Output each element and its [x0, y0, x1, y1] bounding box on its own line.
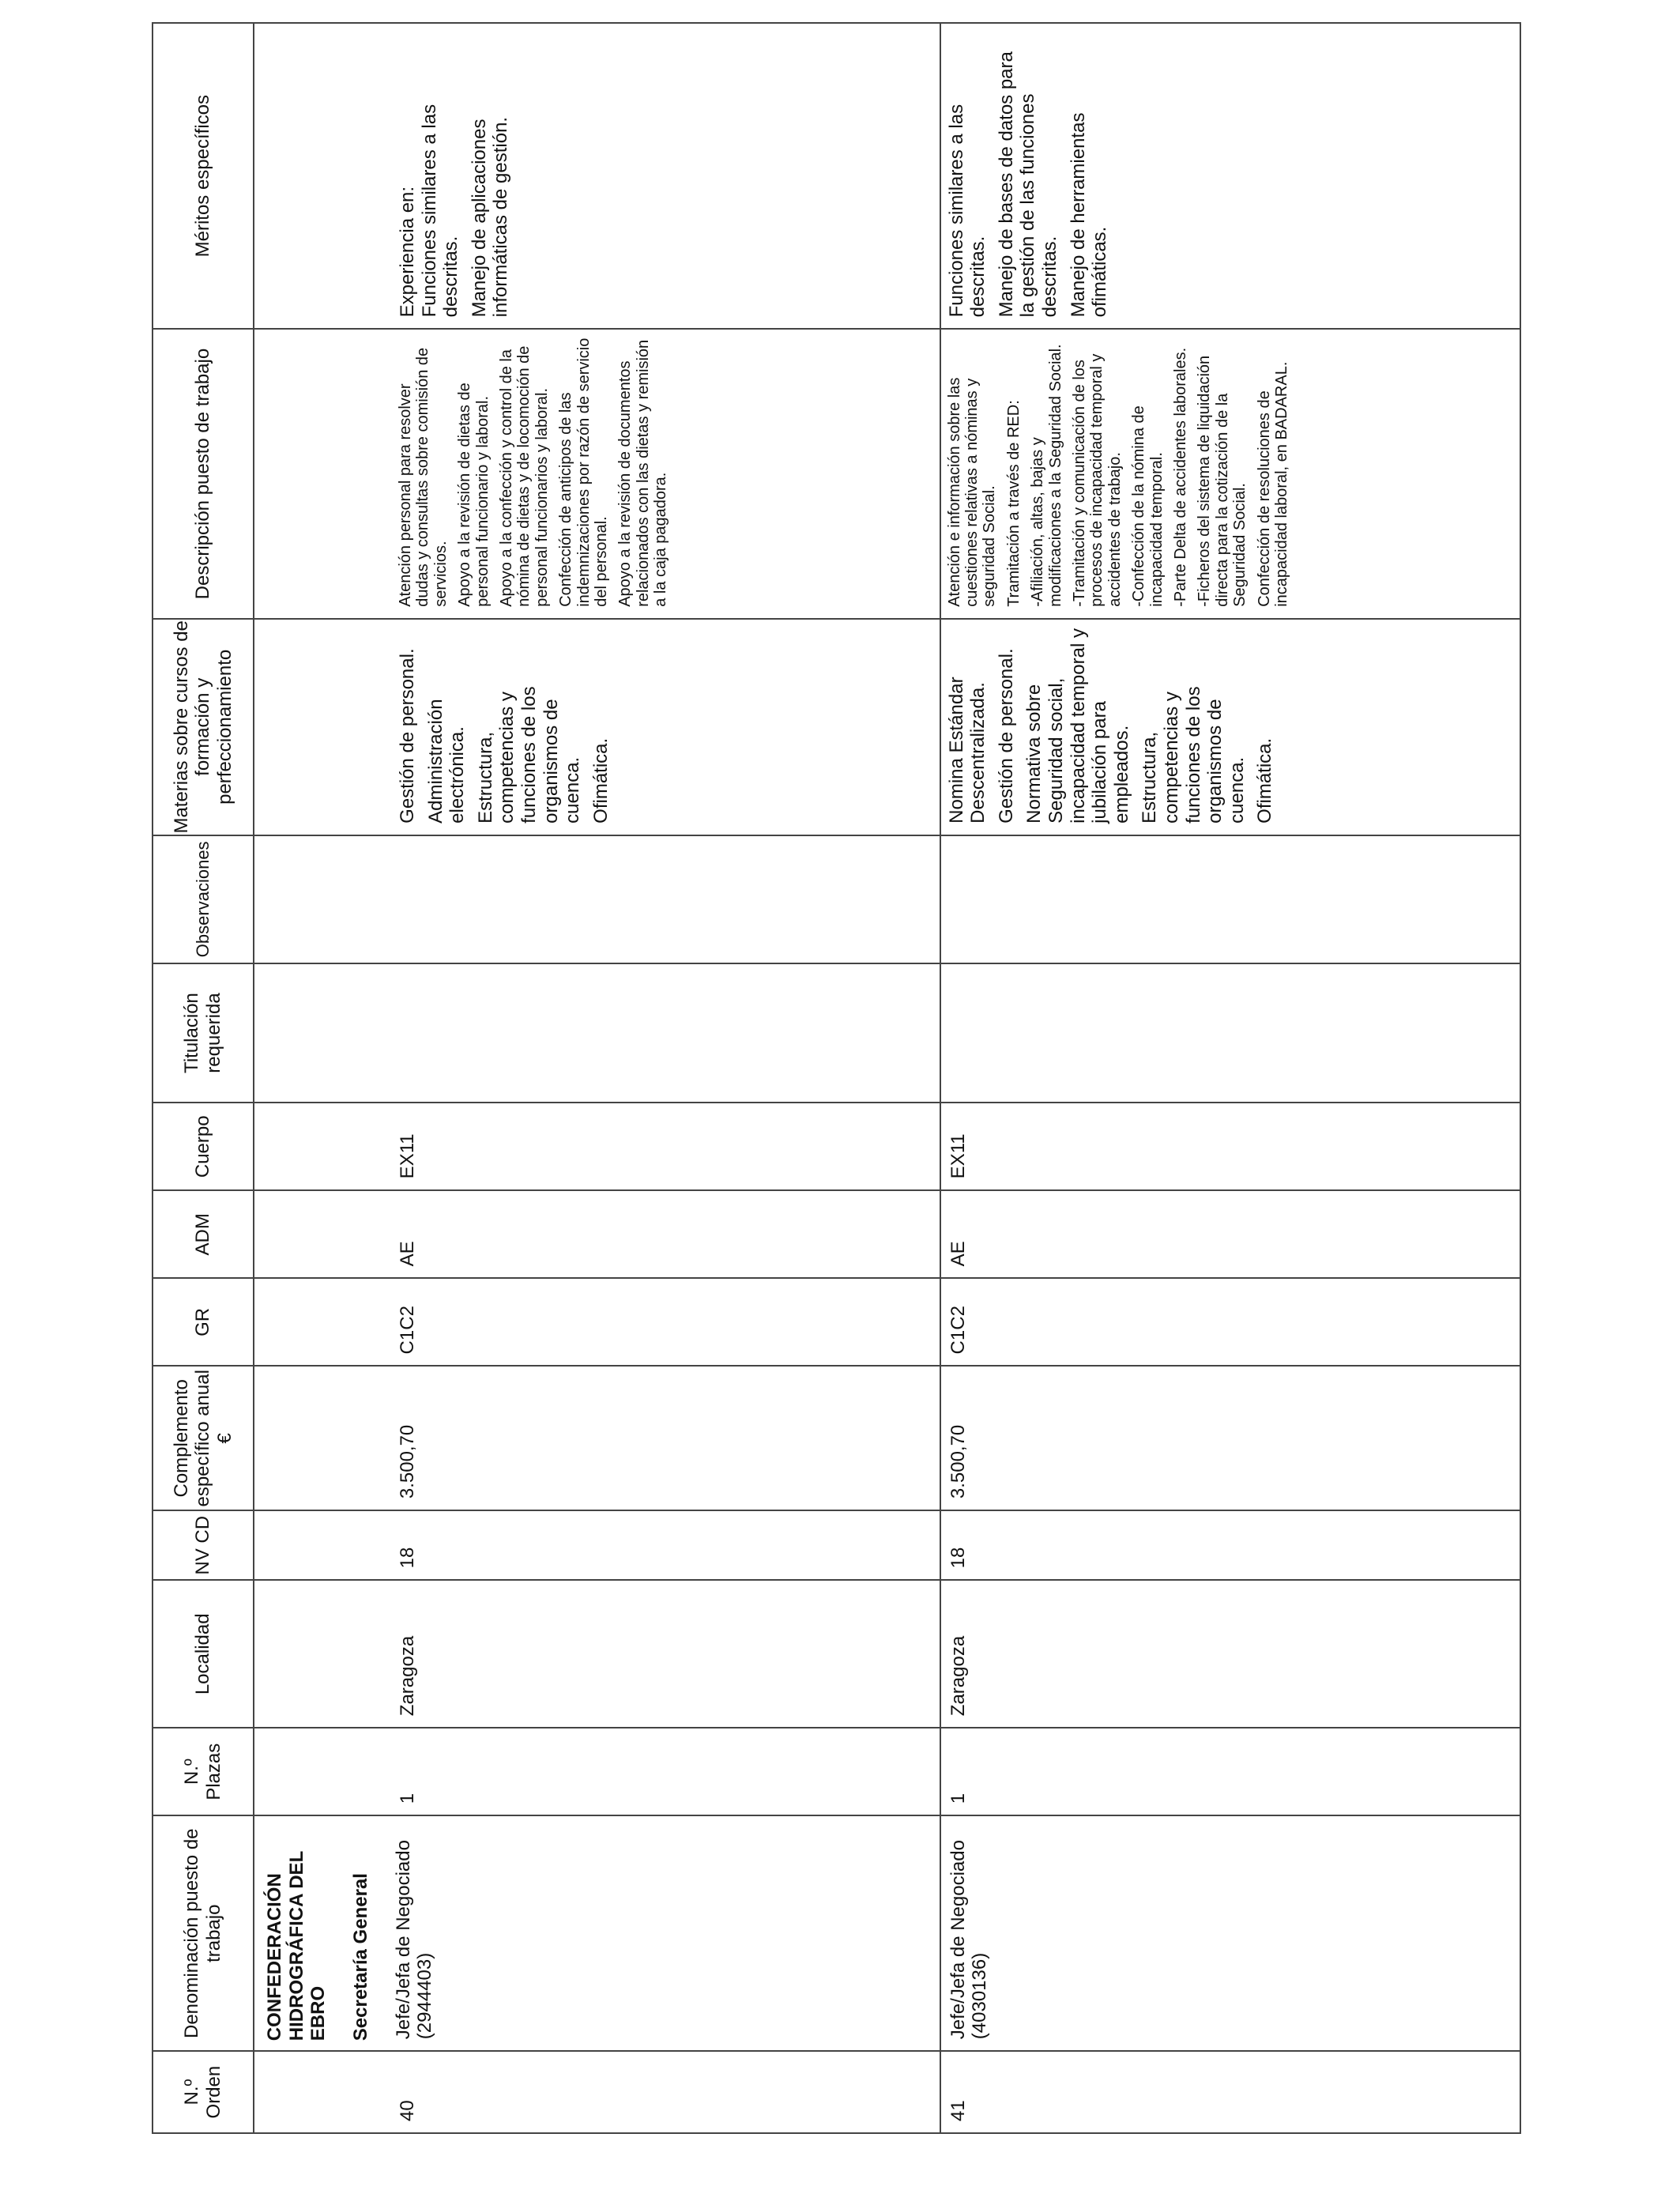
list-item: Experiencia en: — [397, 186, 418, 318]
header-nvcd: NV CD — [153, 1510, 254, 1580]
cell-denominacion — [254, 1815, 940, 2051]
list-item: Confección de resoluciones de incapacidad laboral, en BADARAL. — [1255, 361, 1290, 607]
header-gr: GR — [153, 1278, 254, 1366]
cell-orden: 40 — [254, 2051, 940, 2133]
cell-observaciones — [940, 835, 1520, 963]
header-observaciones: Observaciones — [153, 835, 254, 963]
list-item: Manejo de aplicaciones informáticas de gestión. — [468, 116, 512, 318]
cell-localidad: Zaragoza — [940, 1580, 1520, 1728]
cell-titulacion — [254, 963, 940, 1103]
header-row — [153, 23, 254, 2133]
cell-descripcion — [940, 329, 1520, 618]
list-item: Tramitación a través de RED: — [1004, 400, 1023, 607]
descripcion-list — [941, 330, 1291, 617]
meritos-list — [941, 24, 1111, 328]
header-plazas: N.º Plazas — [153, 1728, 254, 1815]
cell-meritos — [940, 23, 1520, 329]
materias-list — [941, 620, 1276, 835]
list-item: Atención personal para resolver dudas y consultas sobre comisión de servicios. — [397, 347, 450, 607]
list-item: Normativa sobre Seguridad social, incapacidad temporal y jubilación para empleados. — [1023, 628, 1132, 824]
list-item: Gestión de personal. — [995, 648, 1017, 824]
header-titulacion: Titulación requerida — [153, 963, 254, 1103]
table-row — [254, 23, 940, 2133]
header-denominacion: Denominación puesto de trabajo — [153, 1815, 254, 2051]
cell-meritos — [254, 23, 940, 329]
list-item: Apoyo a la confección y control de la nómina de dietas y de locomoción de personal funcionarios y laboral. — [497, 345, 551, 607]
list-item: -Parte Delta de accidentes laborales. — [1171, 347, 1189, 607]
header-descripcion: Descripción puesto de trabajo — [153, 329, 254, 618]
cell-localidad: Zaragoza — [254, 1580, 940, 1728]
cell-nvcd: 18 — [254, 1510, 940, 1580]
cell-nvcd: 18 — [940, 1510, 1520, 1580]
list-item: -Ficheros del sistema de liquidación directa para la cotización de la Seguridad Social. — [1196, 355, 1249, 607]
list-item: Funciones similares a las descritas. — [418, 104, 462, 318]
cell-adm: AE — [940, 1190, 1520, 1278]
list-item: Confección de anticipos de las indemnizaciones por razón de servicio del personal. — [557, 337, 610, 607]
cell-complemento: 3.500,70 — [940, 1366, 1520, 1510]
cell-materias — [254, 619, 940, 835]
cell-descripcion — [254, 329, 940, 618]
organism-title: CONFEDERACIÓN HIDROGRÁFICA DEL EBRO — [264, 1851, 330, 2041]
cell-denominacion: Jefe/Jefa de Negociado (4030136) — [940, 1815, 1520, 2051]
list-item: Estructura, competencias y funciones de los organismos de cuenca. — [474, 686, 584, 824]
list-item: Gestión de personal. — [397, 648, 418, 824]
table-row — [940, 23, 1520, 2133]
list-item: Manejo de herramientas ofimáticas. — [1067, 112, 1111, 318]
header-materias: Materias sobre cursos de formación y perfeccionamiento — [153, 619, 254, 835]
position-name: Jefe/Jefa de Negociado (2944403) — [392, 1840, 436, 2040]
list-item: Estructura, competencias y funciones de los organismos de cuenca. — [1139, 686, 1248, 824]
list-item: -Afiliación, altas, bajas y modificaciones a la Seguridad Social. — [1029, 344, 1064, 607]
rotated-page — [152, 22, 1521, 2134]
cell-adm: AE — [254, 1190, 940, 1278]
list-item: Apoyo a la revisión de documentos relacionados con las dietas y remisión a la caja pagadora. — [616, 339, 670, 607]
cell-titulacion — [940, 963, 1520, 1103]
list-item: Administración electrónica. — [424, 699, 469, 824]
list-item: Ofimática. — [1254, 737, 1276, 824]
list-item: Manejo de bases de datos para la gestión de las funciones descritas. — [995, 51, 1061, 318]
job-positions-table — [152, 22, 1521, 2134]
cell-gr: C1C2 — [940, 1278, 1520, 1366]
meritos-list — [254, 24, 512, 328]
list-item: Apoyo a la revisión de dietas de personal funcionario y laboral. — [456, 383, 492, 607]
cell-observaciones — [254, 835, 940, 963]
materias-list — [254, 620, 612, 835]
cell-gr: C1C2 — [254, 1278, 940, 1366]
header-localidad: Localidad — [153, 1580, 254, 1728]
cell-cuerpo: EX11 — [940, 1103, 1520, 1190]
cell-complemento: 3.500,70 — [254, 1366, 940, 1510]
list-item: Atención e información sobre las cuestiones relativas a nóminas y seguridad Social. — [945, 377, 999, 607]
list-item: -Tramitación y comunicación de los procesos de incapacidad temporal y accidentes de trabajo. — [1071, 353, 1124, 607]
unit-title: Secretaría General — [349, 1873, 371, 2041]
list-item: -Confección de la nómina de incapacidad temporal. — [1130, 405, 1166, 607]
descripcion-list — [254, 330, 669, 617]
header-meritos: Méritos específicos — [153, 23, 254, 329]
list-item: Ofimática. — [590, 737, 612, 824]
header-cuerpo: Cuerpo — [153, 1103, 254, 1190]
list-item: Funciones similares a las descritas. — [945, 104, 989, 318]
header-adm: ADM — [153, 1190, 254, 1278]
cell-orden: 41 — [940, 2051, 1520, 2133]
cell-cuerpo: EX11 — [254, 1103, 940, 1190]
cell-plazas: 1 — [254, 1728, 940, 1815]
cell-plazas: 1 — [940, 1728, 1520, 1815]
header-complemento: Complemento específico anual € — [153, 1366, 254, 1510]
cell-materias — [940, 619, 1520, 835]
list-item: Nomina Estándar Descentralizada. — [945, 677, 989, 824]
header-orden: N.º Orden — [153, 2051, 254, 2133]
